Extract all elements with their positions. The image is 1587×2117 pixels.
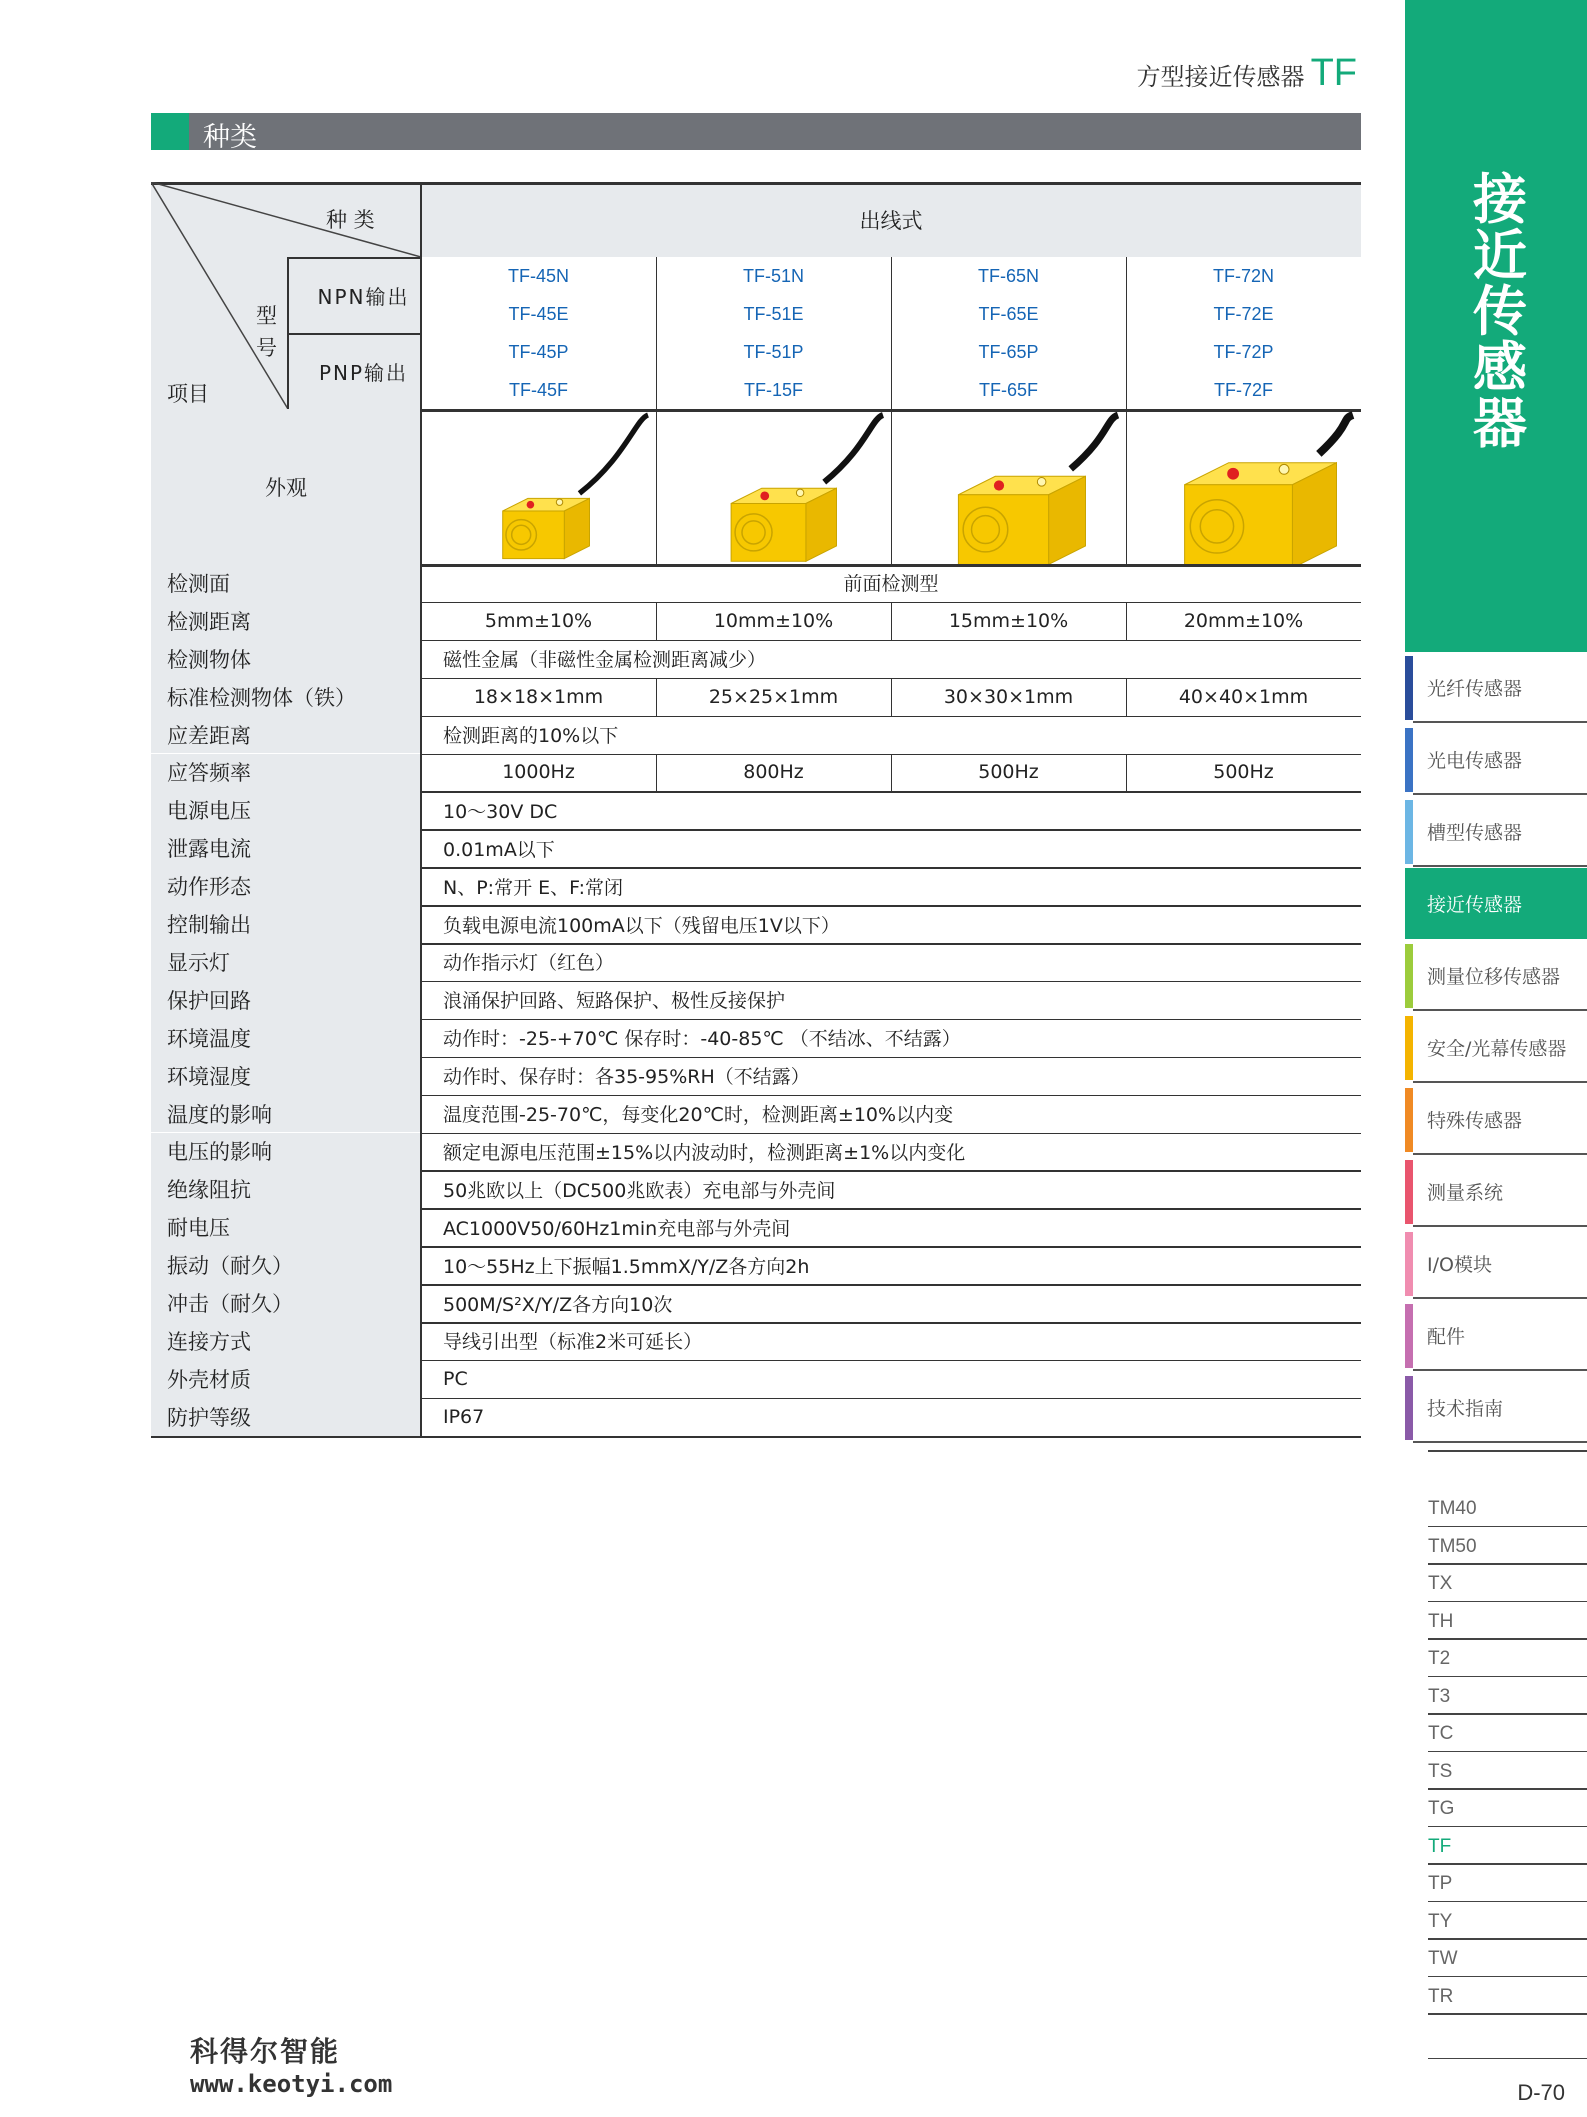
sensor-shape: [579, 415, 648, 493]
page-header-title: 方型接近传感器 TF: [1136, 52, 1357, 94]
nav-item-label: 配件: [1427, 1326, 1466, 1348]
nav-item-label: 测量位移传感器: [1427, 966, 1561, 988]
diagonal-line: [151, 182, 421, 257]
model-nav-label: TW: [1428, 1948, 1458, 1969]
spec-label: 检测距离: [151, 602, 421, 640]
spec-label: 耐电压: [151, 1208, 421, 1246]
model-nav-item[interactable]: [1428, 1865, 1587, 1902]
spec-value: 40×40×1mm: [1178, 685, 1309, 708]
nav-color-bar: [1405, 1088, 1413, 1152]
model-nav-label: TM40: [1428, 1498, 1477, 1519]
grid-line: [656, 602, 657, 640]
nav-item[interactable]: [1405, 1372, 1587, 1443]
spec-label: 泄露电流: [151, 829, 421, 867]
model-nav-label: TY: [1428, 1910, 1453, 1932]
spec-label: 动作形态: [151, 867, 421, 905]
nav-separator: [1413, 1369, 1587, 1371]
category-char: 感: [1473, 336, 1527, 399]
nav-separator: [1413, 1009, 1587, 1011]
nav-color-bar: [1405, 728, 1413, 792]
spec-label: 检测面: [151, 564, 421, 602]
sensor-shape: [994, 480, 1004, 490]
model-cell: TF-51E: [656, 295, 891, 333]
nav-color-bar: [1405, 1016, 1413, 1080]
model-nav-label: TG: [1428, 1798, 1455, 1819]
spec-value: 前面检测型: [843, 573, 939, 596]
nav-color-bar: [1405, 1160, 1413, 1224]
nav-item[interactable]: [1405, 724, 1587, 795]
corner-item-label: 项目: [167, 382, 209, 406]
model-nav-label: TF: [1428, 1835, 1452, 1857]
model-cell: TF-15F: [656, 371, 891, 409]
model-cell: TF-65P: [891, 333, 1126, 371]
model-nav-bottom: [1428, 2022, 1587, 2059]
product-code: TF: [1310, 52, 1357, 94]
nav-separator: [1413, 793, 1587, 795]
spec-value: 动作时、保存时：各35-95%RH（不结露）: [443, 1066, 810, 1089]
nav-item[interactable]: [1405, 1012, 1587, 1083]
spec-value: 动作指示灯（红色）: [443, 952, 615, 975]
sensor-shape: [1071, 415, 1118, 469]
category-title: [1465, 168, 1535, 455]
sensor-shape: [796, 489, 803, 496]
spec-value: 额定电源电压范围±15%以内波动时，检测距离±1%以内变化: [443, 1141, 966, 1164]
spec-value: 0.01mA以下: [443, 838, 555, 861]
nav-color-bar: [1405, 1232, 1413, 1296]
nav-item-label: 安全/光幕传感器: [1427, 1038, 1567, 1060]
nav-item-label: 特殊传感器: [1427, 1110, 1523, 1132]
nav-separator: [1413, 721, 1587, 723]
spec-value: 50兆欧以上（DC500兆欧表）充电部与外壳间: [443, 1179, 836, 1202]
grid-line: [287, 333, 421, 335]
nav-separator: [1413, 1081, 1587, 1083]
spec-table: [151, 182, 1361, 1436]
spec-value: 检测距离的10%以下: [443, 725, 619, 748]
nav-item[interactable]: [1405, 1228, 1587, 1299]
spec-label: 电压的影响: [151, 1133, 421, 1171]
nav-color-bar: [1405, 944, 1413, 1008]
model-cell: TF-65E: [891, 295, 1126, 333]
sensor-shape: [824, 415, 883, 482]
spec-value: 20mm±10%: [1183, 609, 1304, 632]
category-char: 接: [1473, 168, 1527, 231]
spec-value: 动作时：-25-+70℃ 保存时：-40-85℃ （不结冰、不结露）: [443, 1028, 961, 1051]
spec-label: 电源电压: [151, 791, 421, 829]
nav-color-bar: [1405, 1304, 1413, 1368]
model-cell: TF-51P: [656, 333, 891, 371]
model-nav-item[interactable]: [1428, 1790, 1587, 1827]
model-nav-item[interactable]: [1428, 1940, 1587, 1977]
grid-line: [656, 257, 657, 409]
model-cell: TF-65F: [891, 371, 1126, 409]
spec-label: 应差距离: [151, 716, 421, 754]
spec-value: 负载电源电流100mA以下（残留电压1V以下）: [443, 914, 840, 937]
model-nav-item[interactable]: [1428, 1603, 1587, 1640]
nav-item[interactable]: [1405, 940, 1587, 1011]
spec-value: 10mm±10%: [713, 609, 834, 632]
corner-model-label: 型 号: [256, 304, 277, 360]
model-nav-item[interactable]: [1428, 1640, 1587, 1677]
grid-line: [891, 409, 892, 564]
sensor-shape: [760, 491, 769, 500]
nav-item[interactable]: [1405, 1300, 1587, 1371]
wire-type-header: 出线式: [859, 208, 923, 233]
nav-item-label: 测量系统: [1427, 1182, 1504, 1204]
sensor-product-image: [421, 409, 656, 564]
spec-value: 500Hz: [1213, 761, 1274, 784]
grid-line: [1126, 678, 1127, 716]
model-nav-label: T2: [1428, 1648, 1451, 1669]
spec-value: 导线引出型（标准2米可延长）: [443, 1331, 703, 1354]
spec-label: 冲击（耐久）: [151, 1284, 421, 1322]
section-marker: [151, 113, 189, 150]
spec-value: 10～30V DC: [443, 800, 558, 823]
model-nav-label: TP: [1428, 1873, 1453, 1894]
sensor-shape: [1319, 415, 1353, 454]
category-char: 传: [1473, 280, 1527, 343]
spec-value: 15mm±10%: [948, 609, 1069, 632]
nav-item-label: I/O模块: [1427, 1254, 1492, 1276]
model-cell: TF-72E: [1126, 295, 1361, 333]
grid-line: [891, 754, 892, 792]
nav-separator: [1413, 1225, 1587, 1227]
spec-value: 30×30×1mm: [943, 685, 1074, 708]
sensor-shape: [1037, 478, 1046, 487]
spec-label: 应答频率: [151, 754, 421, 792]
spec-label: 检测物体: [151, 640, 421, 678]
nav-item[interactable]: [1405, 796, 1587, 867]
model-nav-item[interactable]: [1428, 1753, 1587, 1790]
spec-value: 18×18×1mm: [473, 685, 604, 708]
watermark: 科得尔智能 www.keotyi.com: [190, 2035, 393, 2098]
nav-color-bar: [1405, 656, 1413, 720]
sensor-shape: [556, 499, 562, 505]
model-cell: TF-51N: [656, 257, 891, 295]
model-nav-label: TX: [1428, 1573, 1453, 1594]
nav-item[interactable]: [1405, 1084, 1587, 1155]
model-nav-top: [1428, 1452, 1587, 1489]
spec-label: 振动（耐久）: [151, 1246, 421, 1284]
model-cell: TF-72N: [1126, 257, 1361, 295]
model-nav-separator: [1428, 1450, 1587, 1452]
spec-value: 磁性金属（非磁性金属检测距离减少）: [443, 649, 767, 672]
model-nav-item[interactable]: [1428, 1490, 1587, 1527]
sensor-product-image: [891, 409, 1126, 564]
section-title: 种类: [203, 122, 257, 153]
spec-value: N、P:常开 E、F:常闭: [443, 876, 623, 899]
nav-item[interactable]: [1405, 652, 1587, 723]
grid-line: [891, 602, 892, 640]
grid-line: [1126, 754, 1127, 792]
sensor-shape: [1227, 468, 1239, 480]
diagonal-line: [151, 182, 288, 409]
nav-item[interactable]: [1405, 868, 1587, 939]
grid-line: [1126, 602, 1127, 640]
model-nav-item[interactable]: [1428, 1828, 1587, 1865]
model-nav-label: TR: [1428, 1985, 1454, 2007]
spec-label: 防护等级: [151, 1398, 421, 1436]
corner-kind-label: 种 类: [326, 208, 375, 232]
spec-value: 温度范围-25-70℃，每变化20℃时，检测距离±10%以内变: [443, 1104, 954, 1127]
section-header: [151, 113, 1361, 153]
grid-line: [656, 409, 657, 564]
nav-item-label: 槽型传感器: [1427, 822, 1523, 844]
grid-line: [656, 678, 657, 716]
spec-label: 控制输出: [151, 905, 421, 943]
grid-line: [656, 754, 657, 792]
model-nav-item[interactable]: [1428, 1528, 1587, 1565]
sensor-shape: [1279, 464, 1289, 474]
category-banner: [1405, 0, 1587, 652]
model-cell: TF-45E: [421, 295, 656, 333]
spec-value: PC: [443, 1367, 468, 1390]
spec-label: 绝缘阻抗: [151, 1170, 421, 1208]
model-nav-label: T3: [1428, 1685, 1451, 1707]
pnp-label: PNP输出: [318, 360, 409, 385]
nav-separator: [1413, 1153, 1587, 1155]
spec-label: 温度的影响: [151, 1095, 421, 1133]
nav-item-label: 光电传感器: [1427, 750, 1523, 772]
nav-item-label: 技术指南: [1427, 1398, 1504, 1420]
spec-label: 环境温度: [151, 1019, 421, 1057]
nav-separator: [1413, 1297, 1587, 1299]
nav-color-bar: [1405, 800, 1413, 864]
grid-line: [151, 1436, 1361, 1439]
category-char: 器: [1473, 392, 1527, 455]
model-nav-label: TH: [1428, 1610, 1454, 1632]
grid-line: [891, 678, 892, 716]
model-cell: TF-45N: [421, 257, 656, 295]
spec-value: 1000Hz: [502, 761, 575, 784]
spec-label: 外壳材质: [151, 1360, 421, 1398]
spec-label: 环境湿度: [151, 1057, 421, 1095]
spec-value: 25×25×1mm: [708, 685, 839, 708]
model-nav-separator: [1428, 2058, 1587, 2060]
model-cell: TF-45P: [421, 333, 656, 371]
spec-label: 连接方式: [151, 1322, 421, 1360]
model-nav-label: TM50: [1428, 1535, 1477, 1557]
spec-value: 500M/S²X/Y/Z各方向10次: [443, 1293, 673, 1316]
spec-value: 10～55Hz上下振幅1.5mmX/Y/Z各方向2h: [443, 1255, 810, 1278]
npn-label: NPN输出: [317, 284, 410, 309]
sensor-product-image: [656, 409, 891, 564]
model-cell: TF-72P: [1126, 333, 1361, 371]
model-nav-label: TC: [1428, 1723, 1454, 1744]
spec-label: 保护回路: [151, 981, 421, 1019]
model-cell: TF-65N: [891, 257, 1126, 295]
spec-value: AC1000V50/60Hz1min充电部与外壳间: [443, 1217, 791, 1240]
model-nav-separator: [1428, 2013, 1587, 2015]
spec-value: 5mm±10%: [484, 609, 593, 632]
grid-line: [1126, 257, 1127, 409]
sensor-shape: [527, 501, 535, 509]
spec-value: IP67: [443, 1405, 485, 1428]
nav-separator: [1413, 1441, 1587, 1443]
model-cell: TF-72F: [1126, 371, 1361, 409]
page-number: D-70: [1517, 2080, 1565, 2105]
model-nav-item[interactable]: [1428, 1978, 1587, 2015]
category-char: 近: [1473, 224, 1527, 287]
sensor-product-image: [1126, 409, 1361, 564]
appearance-label: 外观: [151, 409, 421, 564]
model-cell: TF-45F: [421, 371, 656, 409]
spec-value: 浪涌保护回路、短路保护、极性反接保护: [443, 990, 786, 1013]
nav-item-label: 接近传感器: [1427, 894, 1523, 916]
spec-value: 500Hz: [978, 761, 1039, 784]
nav-item-label: 光纤传感器: [1427, 678, 1523, 700]
model-nav-label: TS: [1428, 1760, 1453, 1782]
model-nav-item[interactable]: [1428, 1565, 1587, 1602]
spec-label: 显示灯: [151, 943, 421, 981]
nav-color-bar: [1405, 1376, 1413, 1440]
nav-color-bar: [1405, 872, 1413, 936]
model-nav-item[interactable]: [1428, 1715, 1587, 1752]
nav-separator: [1413, 865, 1587, 867]
grid-line: [891, 257, 892, 409]
nav-item[interactable]: [1405, 1156, 1587, 1227]
spec-label: 标准检测物体（铁）: [151, 678, 421, 716]
spec-value: 800Hz: [743, 761, 804, 784]
grid-line: [1126, 409, 1127, 564]
grid-line: [420, 182, 422, 1436]
model-nav-item[interactable]: [1428, 1678, 1587, 1715]
model-nav-item[interactable]: [1428, 1903, 1587, 1940]
